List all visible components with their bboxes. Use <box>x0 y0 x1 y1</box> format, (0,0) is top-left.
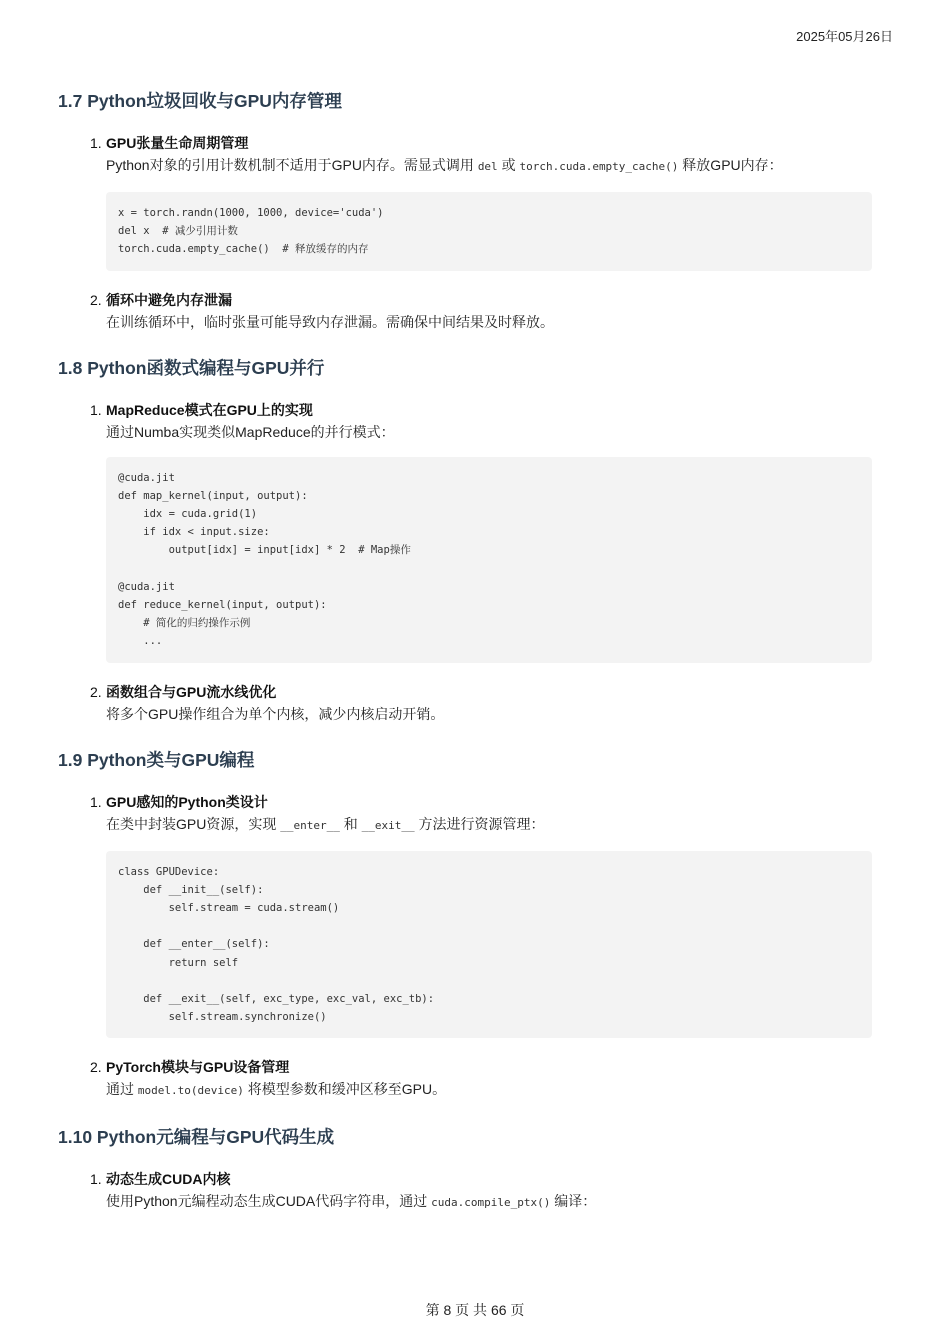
item-text <box>106 1190 872 1214</box>
item-number: 1. <box>90 1171 102 1188</box>
item-number: 2. <box>90 683 102 700</box>
text-run: 在类中封装GPU资源，实现 <box>106 815 281 832</box>
item-title: GPU张量生命周期管理 <box>106 135 249 151</box>
code-line: ... <box>118 635 163 648</box>
section-1-7 <box>58 88 872 333</box>
section-1-10 <box>58 1124 872 1214</box>
code-block <box>106 192 872 271</box>
list-item <box>90 132 872 271</box>
code-line <box>118 560 860 578</box>
inline-code: torch.cuda.empty_cache() <box>519 160 679 173</box>
inline-code: del <box>477 160 498 173</box>
list-item <box>90 791 872 1039</box>
section-title: 1.7 Python垃圾回收与GPU内存管理 <box>58 91 342 111</box>
item-number: 1. <box>90 793 102 810</box>
code-line: self.stream = cuda.stream() <box>118 902 340 915</box>
list-item <box>90 399 872 663</box>
list-item <box>90 289 872 333</box>
text-run: 编译： <box>550 1193 597 1210</box>
list-item <box>90 681 872 725</box>
code-line: return self <box>118 956 239 969</box>
text-run: 将模型参数和缓冲区移至GPU。 <box>243 1081 447 1098</box>
text-run: 通过 <box>106 1081 138 1098</box>
text-run: 和 <box>339 815 362 832</box>
item-title: 动态生成CUDA内核 <box>106 1171 231 1188</box>
page-number: 第 8 页 共 66 页 <box>425 1302 525 1318</box>
code-line: if idx < input.size: <box>118 526 270 539</box>
document-body <box>58 88 872 1214</box>
section-title: 1.10 Python元编程与GPU代码生成 <box>58 1127 335 1148</box>
code-line <box>118 917 860 935</box>
inline-code: __exit__ <box>361 818 415 832</box>
code-line: output[idx] = input[idx] * 2 # Map操作 <box>118 544 411 557</box>
code-block <box>106 457 872 663</box>
code-line: self.stream.synchronize() <box>118 1011 327 1024</box>
inline-code: model.to(device) <box>137 1084 244 1098</box>
code-line: class GPUDevice: <box>118 865 220 878</box>
text-run: Python对象的引用计数机制不适用于GPU内存。需显式调用 <box>106 157 478 173</box>
item-title: PyTorch模块与GPU设备管理 <box>106 1059 290 1076</box>
list-item <box>90 1056 872 1102</box>
item-title: 函数组合与GPU流水线优化 <box>106 683 277 700</box>
code-line: torch.cuda.empty_cache() # 释放缓存的内存 <box>118 243 369 256</box>
code-line: @cuda.jit <box>118 471 175 484</box>
code-line: def map_kernel(input, output): <box>118 489 308 502</box>
item-number: 2. <box>90 291 102 308</box>
section-title: 1.8 Python函数式编程与GPU并行 <box>58 357 325 378</box>
code-line <box>118 972 860 990</box>
item-title: MapReduce模式在GPU上的实现 <box>106 401 313 418</box>
code-line: idx = cuda.grid(1) <box>118 508 258 521</box>
item-text <box>106 154 872 178</box>
document-date: 2025年05月26日 <box>796 29 893 44</box>
item-title: GPU感知的Python类设计 <box>106 793 268 810</box>
section-1-8 <box>58 355 872 725</box>
item-text: 通过Numba实现类似MapReduce的并行模式： <box>106 423 395 440</box>
item-number: 1. <box>90 401 102 418</box>
item-text <box>106 1078 872 1102</box>
text-run: 使用Python元编程动态生成CUDA代码字符串，通过 <box>106 1193 432 1210</box>
inline-code: cuda.compile_ptx() <box>431 1196 551 1210</box>
code-line: def reduce_kernel(input, output): <box>118 599 327 612</box>
code-line: def __enter__(self): <box>118 938 270 951</box>
code-line: def __init__(self): <box>118 883 264 896</box>
code-line: del x # 减少引用计数 <box>118 225 238 238</box>
item-number: 2. <box>90 1059 102 1076</box>
inline-code: __enter__ <box>280 818 340 832</box>
code-line: # 简化的归约操作示例 <box>118 617 251 630</box>
code-line: def __exit__(self, exc_type, exc_val, exc_tb): <box>118 993 435 1006</box>
code-line: @cuda.jit <box>118 580 175 593</box>
code-block <box>106 851 872 1039</box>
item-number: 1. <box>90 135 102 151</box>
item-text: 将多个GPU操作组合为单个内核，减少内核启动开销。 <box>106 705 445 722</box>
item-title: 循环中避免内存泄漏 <box>106 291 232 308</box>
section-title: 1.9 Python类与GPU编程 <box>58 749 255 770</box>
code-line: x = torch.randn(1000, 1000, device='cuda') <box>118 207 384 219</box>
text-run: 释放GPU内存： <box>678 157 783 173</box>
list-item <box>90 1168 872 1214</box>
text-run: 或 <box>497 157 520 173</box>
section-1-9 <box>58 747 872 1103</box>
item-text: 在训练循环中，临时张量可能导致内存泄漏。需确保中间结果及时释放。 <box>106 313 554 330</box>
text-run: 方法进行资源管理： <box>414 815 545 832</box>
item-text <box>106 813 872 837</box>
